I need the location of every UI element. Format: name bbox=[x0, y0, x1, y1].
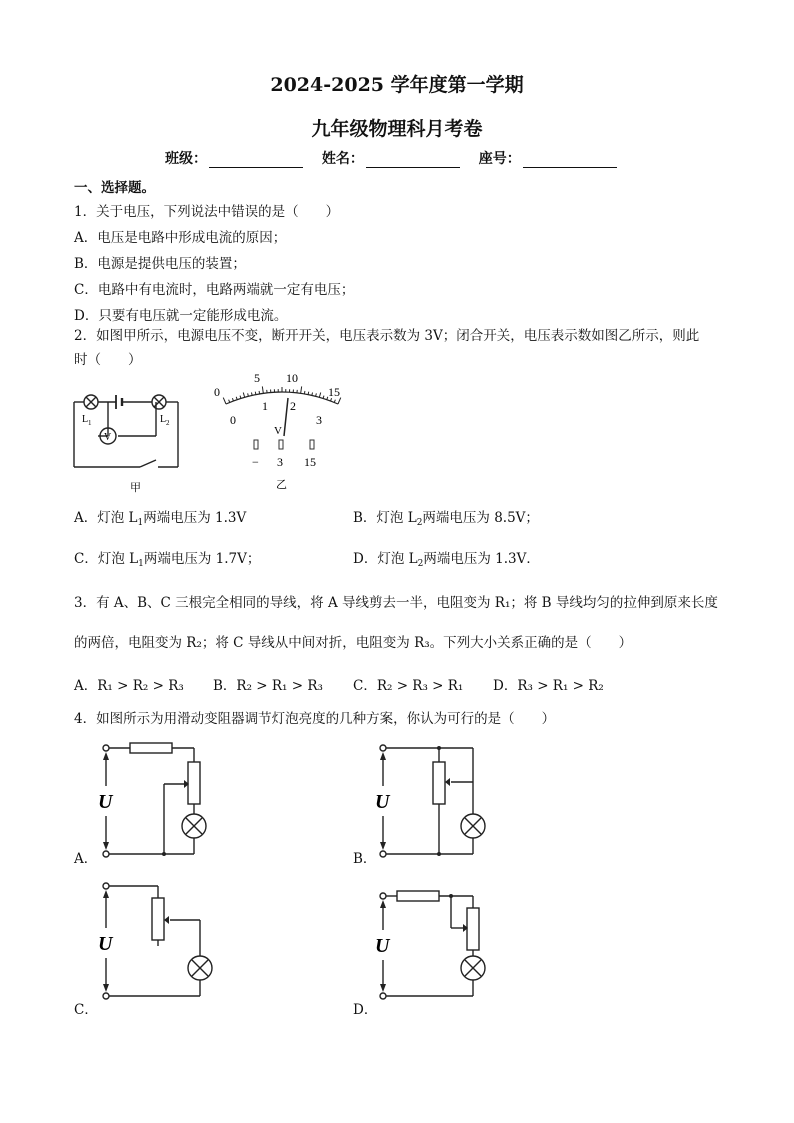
q2-stem-line2: 时（ ） bbox=[74, 352, 142, 368]
q2-a-pre: A．灯泡 L bbox=[74, 510, 138, 526]
q3-option-a[interactable]: A．R₁ > R₂ > R₃ bbox=[74, 678, 184, 694]
q4-option-b[interactable]: B． bbox=[353, 851, 377, 867]
q2-option-a[interactable] bbox=[74, 506, 246, 526]
figure-jia-caption: 甲 bbox=[130, 482, 141, 494]
circuit-d bbox=[367, 880, 497, 1005]
q1-option-c[interactable]: C．电路中有电流时，电路两端就一定有电压； bbox=[74, 282, 355, 298]
q2-a-post: 两端电压为 1.3V bbox=[143, 510, 247, 526]
lamp1-label: L bbox=[82, 414, 89, 425]
name-label: 姓名： bbox=[321, 151, 364, 167]
upper-scale-5: 5 bbox=[254, 371, 260, 385]
q3-stem-line1: 3．有 A、B、C 三根完全相同的导线，将 A 导线剪去一半，电阻变为 R₁；将 B 导线均匀的拉伸到原来长度 bbox=[74, 595, 718, 611]
q2-d-pre: D．灯泡 L bbox=[353, 551, 418, 567]
dial-unit: V bbox=[274, 425, 282, 437]
q1-stem: 1．关于电压，下列说法中错误的是（ ） bbox=[74, 204, 340, 220]
q2-option-c[interactable] bbox=[74, 547, 260, 567]
class-blank[interactable] bbox=[209, 153, 303, 168]
voltage-u-d: U bbox=[375, 935, 390, 957]
terminal-15: 15 bbox=[304, 455, 316, 469]
dial-tick bbox=[319, 393, 320, 398]
q2-b-sub: 2 bbox=[416, 518, 423, 528]
terminal-negative: − bbox=[252, 455, 259, 469]
q2-a-sub: 1 bbox=[137, 518, 144, 528]
upper-scale-10: 10 bbox=[286, 371, 298, 385]
q2-b-post: 两端电压为 8.5V； bbox=[422, 510, 539, 526]
q4-option-d[interactable]: D． bbox=[353, 1002, 378, 1018]
q1-option-b[interactable]: B．电源是提供电压的装置； bbox=[74, 256, 246, 272]
student-info-row bbox=[165, 148, 631, 168]
q3-stem-line2: 的两倍，电阻变为 R₂；将 C 导线从中间对折，电阻变为 R₃。下列大小关系正确的是（ ） bbox=[74, 635, 633, 651]
q3-option-c[interactable]: C．R₂ > R₃ > R₁ bbox=[353, 678, 464, 694]
q3-option-b[interactable]: B．R₂ > R₁ > R₃ bbox=[213, 678, 323, 694]
seat-label: 座号： bbox=[478, 151, 521, 167]
lower-scale-0: 0 bbox=[230, 413, 236, 427]
q4-option-c[interactable]: C． bbox=[74, 1002, 98, 1018]
dial-pointer bbox=[284, 398, 288, 436]
dial-tick bbox=[223, 398, 226, 404]
lamp2-label: L bbox=[160, 414, 167, 425]
circuit-c bbox=[90, 880, 220, 1005]
name-blank[interactable] bbox=[366, 153, 460, 168]
terminal-3: 3 bbox=[277, 455, 283, 469]
q2-b-pre: B．灯泡 L bbox=[353, 510, 417, 526]
dial-tick bbox=[243, 393, 244, 398]
q3-option-d[interactable]: D．R₃ > R₁ > R₂ bbox=[493, 678, 604, 694]
voltmeter-label: V bbox=[104, 432, 112, 443]
dial-tick bbox=[262, 386, 263, 393]
exam-title-line2: 九年级物理科月考卷 bbox=[311, 118, 483, 140]
seat-blank[interactable] bbox=[523, 153, 617, 168]
lower-scale-1: 1 bbox=[262, 399, 268, 413]
class-label: 班级： bbox=[165, 151, 207, 167]
q4-stem: 4．如图所示为用滑动变阻器调节灯泡亮度的几种方案，你认为可行的是（ ） bbox=[74, 711, 556, 727]
circuit-diagram-jia bbox=[68, 385, 193, 497]
lower-scale-2: 2 bbox=[290, 399, 296, 413]
upper-scale-15: 15 bbox=[328, 385, 340, 399]
circuit-a bbox=[90, 738, 220, 863]
exam-title-line1: 2024-2025 学年度第一学期 bbox=[270, 74, 524, 96]
voltage-u-a: U bbox=[98, 791, 113, 813]
circuit-b bbox=[367, 738, 497, 863]
q2-option-b[interactable] bbox=[353, 506, 539, 526]
figure-yi-caption: 乙 bbox=[276, 479, 287, 491]
q1-option-a[interactable]: A．电压是电路中形成电流的原因； bbox=[74, 230, 287, 246]
q4-option-a[interactable]: A． bbox=[74, 851, 98, 867]
q2-c-sub: 1 bbox=[138, 559, 144, 569]
voltage-u-c: U bbox=[98, 933, 113, 955]
q2-option-d[interactable] bbox=[353, 547, 540, 567]
upper-scale-0: 0 bbox=[214, 385, 220, 399]
q2-d-sub: 2 bbox=[417, 559, 424, 569]
voltage-u-b: U bbox=[375, 791, 390, 813]
dial-tick bbox=[301, 386, 302, 393]
voltmeter-dial-yi bbox=[212, 368, 346, 493]
q2-stem-line1: 2．如图甲所示，电源电压不变，断开开关，电压表示数为 3V；闭合开关，电压表示数如图乙所示，则此 bbox=[74, 328, 700, 344]
lower-scale-3: 3 bbox=[316, 413, 322, 427]
q1-option-d[interactable]: D．只要有电压就一定能形成电流。 bbox=[74, 308, 288, 324]
section-heading: 一、选择题。 bbox=[74, 180, 155, 196]
q2-c-post: 两端电压为 1.7V； bbox=[143, 551, 261, 567]
lamp1-sub: 1 bbox=[88, 419, 92, 427]
q2-c-pre: C．灯泡 L bbox=[74, 551, 139, 567]
q2-d-post: 两端电压为 1.3V． bbox=[423, 551, 540, 567]
lamp2-sub: 2 bbox=[166, 419, 170, 427]
